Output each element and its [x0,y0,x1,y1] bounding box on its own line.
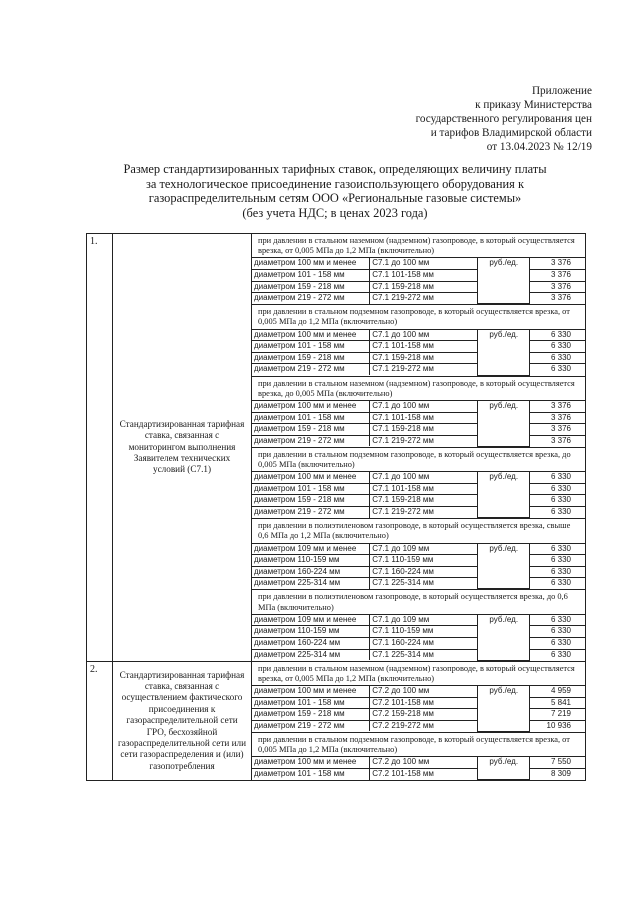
rate-code-cell: С7.1 до 109 мм [370,544,478,555]
rates-table [252,686,585,732]
rates-table [252,401,585,447]
rate-value-cell: 6 330 [530,615,585,626]
rate-value-cell: 10 936 [546,720,571,730]
rate-value-cell: 6 330 [530,352,585,364]
diameter-cell: диаметром 160-224 мм [252,566,370,578]
rates-table [252,615,585,661]
rate-value-cell: 3 376 [550,293,571,303]
rate-code-cell: С7.2 101-158 мм [370,768,478,779]
table-row [252,615,585,626]
unit-cell: руб./ед. [478,401,530,446]
diameter-cell: диаметром 101 - 158 мм [252,483,370,495]
title-line: (без учета НДС; в ценах 2023 года) [242,205,428,220]
appendix-line: к приказу Министерства [475,99,592,111]
diameter-cell: диаметром 109 мм и менее [252,544,370,555]
unit-cell: руб./ед. [478,544,530,589]
pressure-group [252,305,586,376]
rate-code-cell: С7.1 101-158 мм [370,483,478,495]
rates-table [252,258,585,304]
pressure-condition: при давлении в стальном наземном (надземном) газопроводе, в который осуществляется врезка, от 0,005 МПа до 1,2 МПа (включительно) [252,662,585,686]
rates-table [252,330,585,376]
rate-value-cell: 6 330 [530,472,585,483]
appendix-line: государственного регулирования цен [415,113,592,125]
tariff-table [86,233,586,781]
table-row [252,495,585,507]
rate-code-cell: С7.1 159-218 мм [370,495,478,507]
pressure-condition: при давлении в стальном подземном газопроводе, в который осуществляется врезка, до 0,005 МПа (включительно) [252,448,585,472]
diameter-cell: диаметром 110-159 мм [252,555,370,567]
rate-value-cell: 6 330 [530,495,585,507]
rate-code-cell: С7.1 до 100 мм [370,472,478,483]
diameter-cell: диаметром 159 - 218 мм [252,709,370,721]
rate-code-cell: С7.1 до 100 мм [370,330,478,341]
rate-value-cell: 6 330 [550,364,571,374]
pressure-condition: при давлении в стальном подземном газопроводе, в который осуществляется врезка, от 0,005 МПа до 1,2 МПа (включительно) [252,733,585,757]
table-row [252,281,585,293]
table-row [252,352,585,364]
pressure-group [252,732,586,780]
rates-table [252,472,585,518]
appendix-line: и тарифов Владимирской области [430,127,592,139]
diameter-cell: диаметром 159 - 218 мм [252,281,370,293]
table-row [252,555,585,567]
rate-code-cell: С7.2 до 100 мм [370,686,478,697]
rate-value-cell: 5 841 [530,697,585,709]
table-row [252,507,585,518]
rate-code-cell: С7.1 101-158 мм [370,412,478,424]
diameter-cell: диаметром 159 - 218 мм [252,352,370,364]
pressure-group [252,590,586,661]
table-row [252,566,585,578]
rate-code-cell: С7.1 225-314 мм [370,649,478,660]
table-row [252,768,585,779]
rate-value-cell: 3 376 [550,435,571,445]
table-row [252,578,585,589]
rate-code-cell: С7.1 110-159 мм [370,555,478,567]
pressure-group [252,447,586,518]
rate-code-cell: С7.2 101-158 мм [370,697,478,709]
rate-value-cell: 6 330 [530,566,585,578]
pressure-condition: при давлении в полиэтиленовом газопроводе, в который осуществляется врезка, до 0,6 МПа (включительно) [252,590,585,614]
table-row [252,341,585,353]
rates-table [252,544,585,590]
pressure-group [252,234,586,305]
rate-value-cell: 6 330 [530,341,585,353]
rate-value-cell: 3 376 [530,401,585,412]
rate-value-cell: 6 330 [530,544,585,555]
rate-code-cell: С7.1 159-218 мм [370,281,478,293]
table-row [252,686,585,697]
rate-code-cell: С7.1 101-158 мм [370,341,478,353]
section-group-row [87,661,586,732]
pressure-condition: при давлении в стальном наземном (надземном) газопроводе, в который осуществляется врезка, от 0,005 МПа до 1,2 МПа (включительно) [252,234,585,258]
appendix-line: от 13.04.2023 № 12/19 [486,141,592,153]
rate-code-cell: С7.1 до 109 мм [370,615,478,626]
table-row [252,709,585,721]
rate-value-cell: 3 376 [530,281,585,293]
rate-value-cell: 6 330 [550,507,571,517]
rate-value-cell: 3 376 [530,424,585,436]
title-line: Размер стандартизированных тарифных ставок, определяющих величину платы [123,162,547,176]
rate-value-cell: 6 330 [530,483,585,495]
rate-code-cell: С7.1 219-272 мм [370,435,478,446]
diameter-cell: диаметром 219 - 272 мм [252,293,370,304]
table-row [252,330,585,341]
rate-code-cell: С7.1 159-218 мм [370,352,478,364]
appendix-block [352,84,592,154]
table-row [252,649,585,660]
diameter-cell: диаметром 100 мм и менее [252,472,370,483]
diameter-cell: диаметром 100 мм и менее [252,330,370,341]
table-row [252,270,585,282]
diameter-cell: диаметром 101 - 158 мм [252,412,370,424]
pressure-group [252,661,586,732]
diameter-cell: диаметром 100 мм и менее [252,401,370,412]
diameter-cell: диаметром 101 - 158 мм [252,768,370,779]
rate-value-cell: 6 330 [550,649,571,659]
diameter-cell: диаметром 100 мм и менее [252,686,370,697]
diameter-cell: диаметром 101 - 158 мм [252,270,370,282]
document-title [90,162,580,220]
table-row [252,424,585,436]
rate-value-cell: 3 376 [530,270,585,282]
pressure-condition: при давлении в стальном подземном газопроводе, в который осуществляется врезка, от 0,005 МПа до 1,2 МПа (включительно) [252,305,585,329]
rate-value-cell: 7 219 [530,709,585,721]
rate-code-cell: С7.1 219-272 мм [370,364,478,375]
table-row [252,364,585,375]
rate-code-cell: С7.1 до 100 мм [370,258,478,269]
pressure-condition: при давлении в стальном наземном (надземном) газопроводе, в который осуществляется врезка, до 0,005 МПа (включительно) [252,377,585,401]
diameter-cell: диаметром 225-314 мм [252,649,370,660]
title-line: за технологическое присоединение газоиспользующего оборудования к [146,176,524,191]
rate-value-cell: 6 330 [550,578,571,588]
diameter-cell: диаметром 100 мм и менее [252,757,370,768]
section-description: Стандартизированная тарифная ставка, связанная с осуществлением фактического присоединения к газораспределительной сети ГРО, бесхозяйной газораспределительной сети или сети газораспределения и (или) газопотребления [113,661,252,780]
section-number: 2. [87,661,113,780]
rate-value-cell: 7 550 [530,757,585,768]
unit-cell: руб./ед. [478,258,530,303]
rate-value-cell: 4 959 [530,686,585,697]
table-row [252,435,585,446]
rate-code-cell: С7.1 225-314 мм [370,578,478,589]
table-row [252,544,585,555]
rate-code-cell: С7.2 219-272 мм [370,720,478,731]
appendix-line: Приложение [531,85,592,97]
diameter-cell: диаметром 219 - 272 мм [252,435,370,446]
title-line: газораспределительным сетям ООО «Региональные газовые системы» [148,191,522,206]
diameter-cell: диаметром 225-314 мм [252,578,370,589]
rate-code-cell: С7.1 101-158 мм [370,270,478,282]
table-row [252,412,585,424]
unit-cell: руб./ед. [478,757,530,779]
rate-code-cell: С7.1 до 100 мм [370,401,478,412]
rate-code-cell: С7.1 219-272 мм [370,293,478,304]
unit-cell: руб./ед. [478,615,530,660]
pressure-group [252,376,586,447]
pressure-condition: при давлении в полиэтиленовом газопроводе, в который осуществляется врезка, свыше 0,6 МПа до 1,2 МПа (включительно) [252,519,585,543]
section-number: 1. [87,234,113,662]
diameter-cell: диаметром 109 мм и менее [252,615,370,626]
diameter-cell: диаметром 159 - 218 мм [252,424,370,436]
section-group-row [87,234,586,305]
rates-table [252,757,585,780]
rate-code-cell: С7.1 110-159 мм [370,626,478,638]
unit-cell: руб./ед. [478,330,530,375]
diameter-cell: диаметром 101 - 158 мм [252,697,370,709]
diameter-cell: диаметром 110-159 мм [252,626,370,638]
rate-code-cell: С7.2 159-218 мм [370,709,478,721]
rate-value-cell: 6 330 [530,638,585,650]
diameter-cell: диаметром 219 - 272 мм [252,507,370,518]
rate-code-cell: С7.1 219-272 мм [370,507,478,518]
rate-code-cell: С7.1 160-224 мм [370,638,478,650]
rate-value-cell: 6 330 [530,555,585,567]
table-row [252,720,585,731]
diameter-cell: диаметром 159 - 218 мм [252,495,370,507]
table-row [252,293,585,304]
table-row [252,697,585,709]
table-row [252,626,585,638]
section-description: Стандартизированная тарифная ставка, связанная с мониторингом выполнения Заявителем технических условий (С7.1) [113,234,252,662]
diameter-cell: диаметром 219 - 272 мм [252,364,370,375]
table-row [252,258,585,269]
diameter-cell: диаметром 100 мм и менее [252,258,370,269]
table-row [252,638,585,650]
table-row [252,401,585,412]
table-row [252,757,585,768]
rate-value-cell: 6 330 [530,626,585,638]
unit-cell: руб./ед. [478,472,530,517]
table-row [252,472,585,483]
rate-code-cell: С7.1 160-224 мм [370,566,478,578]
pressure-group [252,519,586,590]
rate-value-cell: 8 309 [550,768,571,778]
rate-code-cell: С7.1 159-218 мм [370,424,478,436]
diameter-cell: диаметром 101 - 158 мм [252,341,370,353]
rate-value-cell: 3 376 [530,258,585,269]
rate-value-cell: 6 330 [530,330,585,341]
table-row [252,483,585,495]
rate-code-cell: С7.2 до 100 мм [370,757,478,768]
unit-cell: руб./ед. [478,686,530,731]
diameter-cell: диаметром 160-224 мм [252,638,370,650]
rate-value-cell: 3 376 [530,412,585,424]
diameter-cell: диаметром 219 - 272 мм [252,720,370,731]
